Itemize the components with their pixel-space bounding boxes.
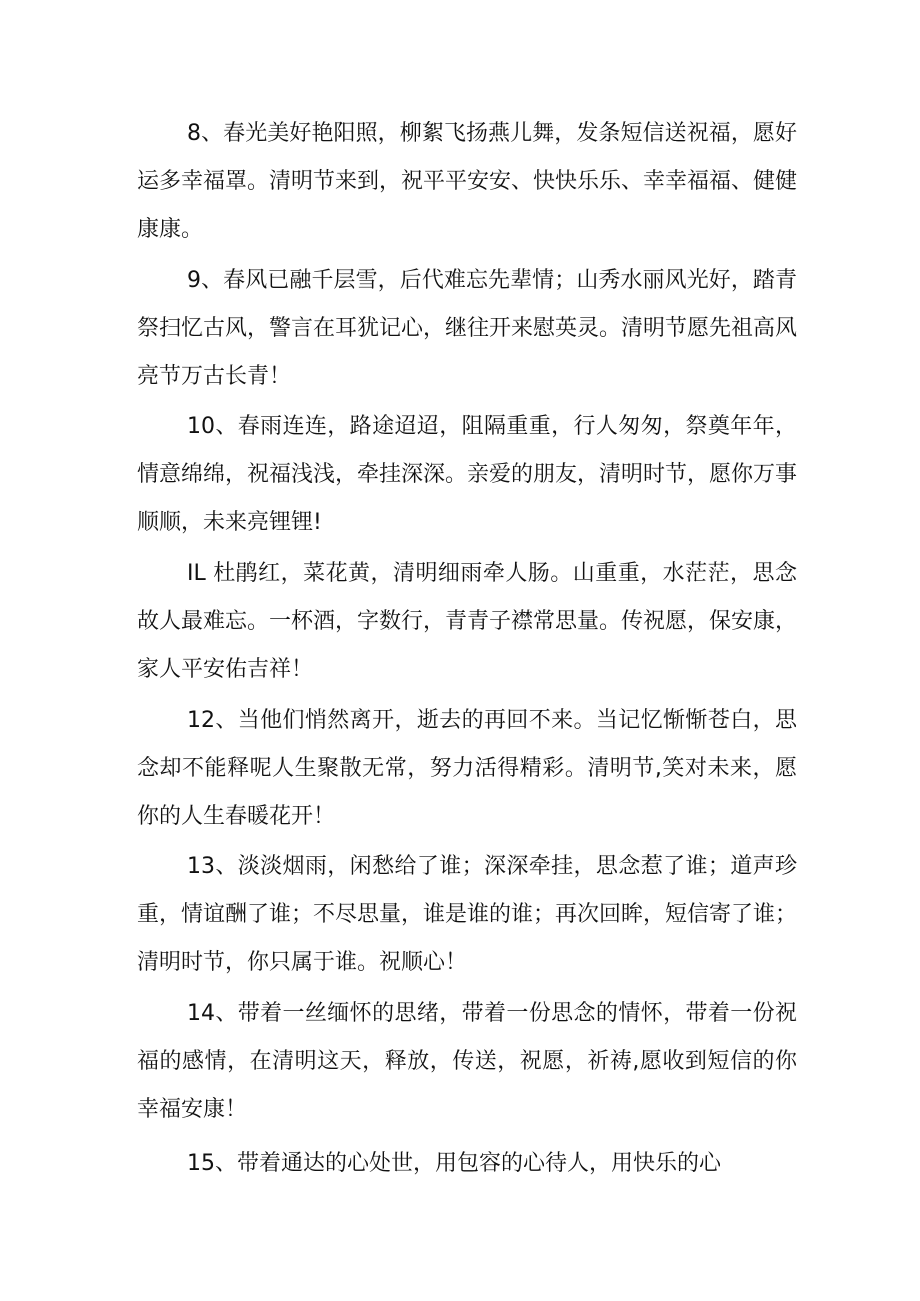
paragraph-11: IL 杜鹃红，菜花黄，清明细雨牵人肠。山重重，水茫茫，思念故人最难忘。一杯酒，字数行，青青子襟常思量。传祝愿，保安康，家人平安佑吉祥！ — [137, 561, 798, 683]
paragraph-13: 13、淡淡烟雨，闲愁给了谁；深深牵挂，思念惹了谁；道声珍重，情谊酬了谁；不尽思量，谁是谁的谁；再次回眸，短信寄了谁；清明时节，你只属于谁。祝顺心！ — [137, 854, 798, 976]
paragraph-8: 8、春光美好艳阳照，柳絮飞扬燕儿舞，发条短信送祝福，愿好运多幸福罩。清明节来到，祝平平安安、快快乐乐、幸幸福福、健健康康。 — [137, 121, 798, 242]
paragraph-15: 15、带着通达的心处世，用包容的心待人，用快乐的心 — [187, 1151, 721, 1177]
document-body — [137, 110, 797, 1191]
paragraph-9: 9、春风已融千层雪，后代难忘先辈情；山秀水丽风光好，踏青祭扫忆古风，警言在耳犹记心，继往开来慰英灵。清明节愿先祖高风亮节万古长青！ — [137, 267, 798, 389]
paragraph-12: 12、当他们悄然离开，逝去的再回不来。当记忆惭惭苍白，思念却不能释呢人生聚散无常，努力活得精彩。清明节,笑对未来，愿你的人生春暖花开！ — [137, 707, 797, 829]
paragraph-10: 10、春雨连连，路途迢迢，阻隔重重，行人匆匆，祭奠年年，情意绵绵，祝福浅浅，牵挂深深。亲爱的朋友，清明时节，愿你万事顺顺，未来亮锂锂! — [137, 414, 798, 536]
paragraph-14: 14、带着一丝缅怀的思绪，带着一份思念的情怀，带着一份祝福的感情，在清明这天，释放，传送，祝愿，祈祷,愿收到短信的你幸福安康！ — [137, 1001, 797, 1123]
